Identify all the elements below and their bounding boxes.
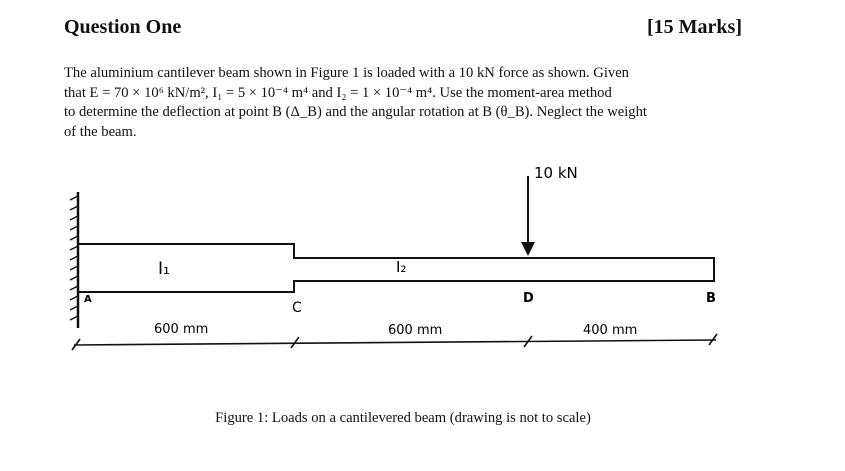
- span1-label: 600 mm: [154, 322, 209, 337]
- section1-label: I₁: [158, 259, 170, 279]
- load-label: 10 kN: [534, 164, 578, 182]
- problem-line-3: to determine the deflection at point B (Δ_B) and the angular rotation at B (θ_B). Neglect the weight: [64, 104, 647, 120]
- problem-line-4: of the beam.: [64, 123, 137, 140]
- problem-statement: [64, 64, 746, 142]
- point-d-label: D: [523, 291, 534, 306]
- question-marks: [15 Marks]: [647, 16, 742, 38]
- span3-label: 400 mm: [583, 323, 638, 338]
- question-title: Question One: [64, 16, 182, 38]
- point-a-label: A: [84, 294, 92, 305]
- figure-caption: Figure 1: Loads on a cantilevered beam (drawing is not to scale): [215, 410, 591, 426]
- point-c-label: C: [292, 300, 302, 316]
- beam-figure: [0, 150, 845, 410]
- problem-line-2: that E = 70 × 10⁶ kN/m², I₁ = 5 × 10⁻⁴ m⁴ and I₂ = 1 × 10⁻⁴ m⁴. Use the moment-area method: [64, 84, 612, 101]
- dimension-line: [74, 340, 716, 345]
- load-arrowhead: [521, 242, 535, 256]
- point-b-label: B: [706, 291, 716, 306]
- section2-label: I₂: [396, 258, 407, 276]
- span2-label: 600 mm: [388, 323, 443, 338]
- problem-line-1: The aluminium cantilever beam shown in Figure 1 is loaded with a 10 kN force as shown. Given: [64, 65, 629, 81]
